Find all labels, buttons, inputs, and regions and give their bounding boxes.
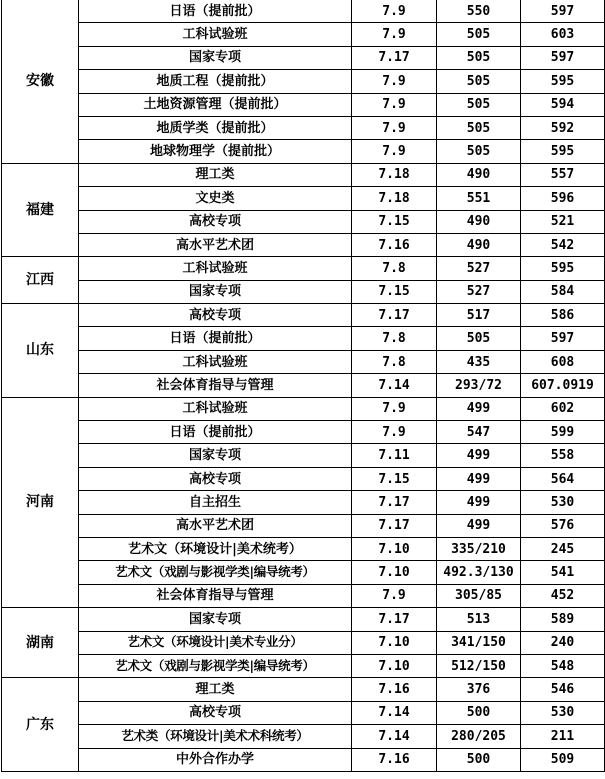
max-score-cell: 546 [521, 678, 605, 701]
major-cell: 文史类 [79, 187, 352, 210]
date-cell: 7.10 [352, 561, 437, 584]
table-row [2, 304, 605, 327]
date-cell: 7.14 [352, 725, 437, 748]
min-score-cell: 512/150 [437, 654, 521, 677]
max-score-cell: 607.0919 [521, 374, 605, 397]
date-cell: 7.15 [352, 467, 437, 490]
table-row [2, 350, 605, 373]
table-row [2, 654, 605, 677]
major-cell: 高校专项 [79, 701, 352, 724]
min-score-cell: 517 [437, 304, 521, 327]
major-cell: 艺术类（环境设计|美术术科统考） [79, 725, 352, 748]
table-row [2, 397, 605, 420]
min-score-cell: 505 [437, 70, 521, 93]
date-cell: 7.9 [352, 584, 437, 607]
table-row [2, 584, 605, 607]
min-score-cell: 499 [437, 444, 521, 467]
min-score-cell: 550 [437, 0, 521, 23]
date-cell: 7.17 [352, 491, 437, 514]
province-cell: 江西 [2, 257, 79, 304]
min-score-cell: 376 [437, 678, 521, 701]
max-score-cell: 586 [521, 304, 605, 327]
date-cell: 7.10 [352, 537, 437, 560]
max-score-cell: 589 [521, 608, 605, 631]
min-score-cell: 505 [437, 93, 521, 116]
date-cell: 7.17 [352, 514, 437, 537]
major-cell: 日语（提前批） [79, 0, 352, 23]
major-cell: 自主招生 [79, 491, 352, 514]
min-score-cell: 492.3/130 [437, 561, 521, 584]
max-score-cell: 594 [521, 93, 605, 116]
major-cell: 工科试验班 [79, 257, 352, 280]
table-row [2, 561, 605, 584]
min-score-cell: 499 [437, 467, 521, 490]
table-row [2, 93, 605, 116]
date-cell: 7.9 [352, 23, 437, 46]
province-cell: 湖南 [2, 608, 79, 678]
min-score-cell: 500 [437, 748, 521, 771]
min-score-cell: 513 [437, 608, 521, 631]
table-row [2, 116, 605, 139]
max-score-cell: 521 [521, 210, 605, 233]
table-row [2, 467, 605, 490]
major-cell: 社会体育指导与管理 [79, 584, 352, 607]
major-cell: 工科试验班 [79, 397, 352, 420]
date-cell: 7.17 [352, 304, 437, 327]
table-row [2, 537, 605, 560]
date-cell: 7.10 [352, 631, 437, 654]
major-cell: 理工类 [79, 678, 352, 701]
max-score-cell: 541 [521, 561, 605, 584]
min-score-cell: 490 [437, 233, 521, 256]
admission-scores-table [1, 0, 605, 772]
max-score-cell: 595 [521, 257, 605, 280]
province-cell: 广东 [2, 678, 79, 772]
max-score-cell: 584 [521, 280, 605, 303]
table-row [2, 233, 605, 256]
date-cell: 7.9 [352, 0, 437, 23]
date-cell: 7.9 [352, 93, 437, 116]
date-cell: 7.8 [352, 327, 437, 350]
table-row [2, 210, 605, 233]
max-score-cell: 558 [521, 444, 605, 467]
date-cell: 7.15 [352, 210, 437, 233]
min-score-cell: 505 [437, 46, 521, 69]
major-cell: 国家专项 [79, 46, 352, 69]
major-cell: 地质学类（提前批） [79, 116, 352, 139]
min-score-cell: 293/72 [437, 374, 521, 397]
table-row [2, 514, 605, 537]
min-score-cell: 490 [437, 163, 521, 186]
table-row [2, 187, 605, 210]
major-cell: 艺术文（环境设计|美术专业分） [79, 631, 352, 654]
major-cell: 高水平艺术团 [79, 514, 352, 537]
major-cell: 工科试验班 [79, 23, 352, 46]
date-cell: 7.9 [352, 140, 437, 163]
max-score-cell: 564 [521, 467, 605, 490]
major-cell: 日语（提前批） [79, 421, 352, 444]
max-score-cell: 542 [521, 233, 605, 256]
max-score-cell: 597 [521, 0, 605, 23]
date-cell: 7.8 [352, 257, 437, 280]
major-cell: 土地资源管理（提前批） [79, 93, 352, 116]
date-cell: 7.16 [352, 748, 437, 771]
table-row [2, 140, 605, 163]
max-score-cell: 597 [521, 46, 605, 69]
major-cell: 中外合作办学 [79, 748, 352, 771]
table-row [2, 725, 605, 748]
major-cell: 工科试验班 [79, 350, 352, 373]
major-cell: 高校专项 [79, 304, 352, 327]
min-score-cell: 505 [437, 327, 521, 350]
max-score-cell: 599 [521, 421, 605, 444]
major-cell: 国家专项 [79, 608, 352, 631]
date-cell: 7.14 [352, 701, 437, 724]
table-row [2, 0, 605, 23]
table-row [2, 374, 605, 397]
table-row [2, 23, 605, 46]
major-cell: 理工类 [79, 163, 352, 186]
min-score-cell: 505 [437, 140, 521, 163]
max-score-cell: 595 [521, 70, 605, 93]
date-cell: 7.9 [352, 116, 437, 139]
table-row [2, 257, 605, 280]
table-row [2, 70, 605, 93]
min-score-cell: 527 [437, 257, 521, 280]
province-cell: 山东 [2, 304, 79, 398]
max-score-cell: 608 [521, 350, 605, 373]
max-score-cell: 595 [521, 140, 605, 163]
min-score-cell: 499 [437, 491, 521, 514]
date-cell: 7.9 [352, 70, 437, 93]
max-score-cell: 211 [521, 725, 605, 748]
major-cell: 高校专项 [79, 210, 352, 233]
table-row [2, 46, 605, 69]
table-row [2, 678, 605, 701]
max-score-cell: 240 [521, 631, 605, 654]
date-cell: 7.18 [352, 163, 437, 186]
admission-scores-body [2, 0, 605, 771]
table-row [2, 280, 605, 303]
province-cell: 安徽 [2, 0, 79, 163]
min-score-cell: 505 [437, 116, 521, 139]
max-score-cell: 557 [521, 163, 605, 186]
date-cell: 7.10 [352, 654, 437, 677]
major-cell: 高校专项 [79, 467, 352, 490]
min-score-cell: 527 [437, 280, 521, 303]
min-score-cell: 335/210 [437, 537, 521, 560]
major-cell: 国家专项 [79, 444, 352, 467]
major-cell: 日语（提前批） [79, 327, 352, 350]
major-cell: 国家专项 [79, 280, 352, 303]
date-cell: 7.14 [352, 374, 437, 397]
major-cell: 高水平艺术团 [79, 233, 352, 256]
max-score-cell: 548 [521, 654, 605, 677]
date-cell: 7.16 [352, 678, 437, 701]
date-cell: 7.17 [352, 608, 437, 631]
date-cell: 7.17 [352, 46, 437, 69]
min-score-cell: 499 [437, 397, 521, 420]
major-cell: 艺术文（戏剧与影视学类|编导统考） [79, 561, 352, 584]
max-score-cell: 530 [521, 491, 605, 514]
table-row [2, 608, 605, 631]
date-cell: 7.16 [352, 233, 437, 256]
province-cell: 福建 [2, 163, 79, 257]
table-row [2, 748, 605, 771]
date-cell: 7.15 [352, 280, 437, 303]
min-score-cell: 435 [437, 350, 521, 373]
date-cell: 7.9 [352, 421, 437, 444]
min-score-cell: 341/150 [437, 631, 521, 654]
province-cell: 河南 [2, 397, 79, 608]
table-row [2, 631, 605, 654]
major-cell: 地球物理学（提前批） [79, 140, 352, 163]
max-score-cell: 602 [521, 397, 605, 420]
min-score-cell: 490 [437, 210, 521, 233]
max-score-cell: 597 [521, 327, 605, 350]
date-cell: 7.8 [352, 350, 437, 373]
max-score-cell: 245 [521, 537, 605, 560]
min-score-cell: 500 [437, 701, 521, 724]
major-cell: 社会体育指导与管理 [79, 374, 352, 397]
table-row [2, 421, 605, 444]
table-row [2, 163, 605, 186]
max-score-cell: 530 [521, 701, 605, 724]
min-score-cell: 280/205 [437, 725, 521, 748]
min-score-cell: 499 [437, 514, 521, 537]
date-cell: 7.11 [352, 444, 437, 467]
max-score-cell: 452 [521, 584, 605, 607]
date-cell: 7.9 [352, 397, 437, 420]
min-score-cell: 547 [437, 421, 521, 444]
max-score-cell: 592 [521, 116, 605, 139]
max-score-cell: 509 [521, 748, 605, 771]
major-cell: 艺术文（戏剧与影视学类|编导统考） [79, 654, 352, 677]
min-score-cell: 551 [437, 187, 521, 210]
date-cell: 7.18 [352, 187, 437, 210]
table-row [2, 327, 605, 350]
table-row [2, 701, 605, 724]
major-cell: 地质工程（提前批） [79, 70, 352, 93]
min-score-cell: 505 [437, 23, 521, 46]
major-cell: 艺术文（环境设计|美术统考） [79, 537, 352, 560]
max-score-cell: 576 [521, 514, 605, 537]
max-score-cell: 596 [521, 187, 605, 210]
max-score-cell: 603 [521, 23, 605, 46]
min-score-cell: 305/85 [437, 584, 521, 607]
table-row [2, 491, 605, 514]
table-row [2, 444, 605, 467]
